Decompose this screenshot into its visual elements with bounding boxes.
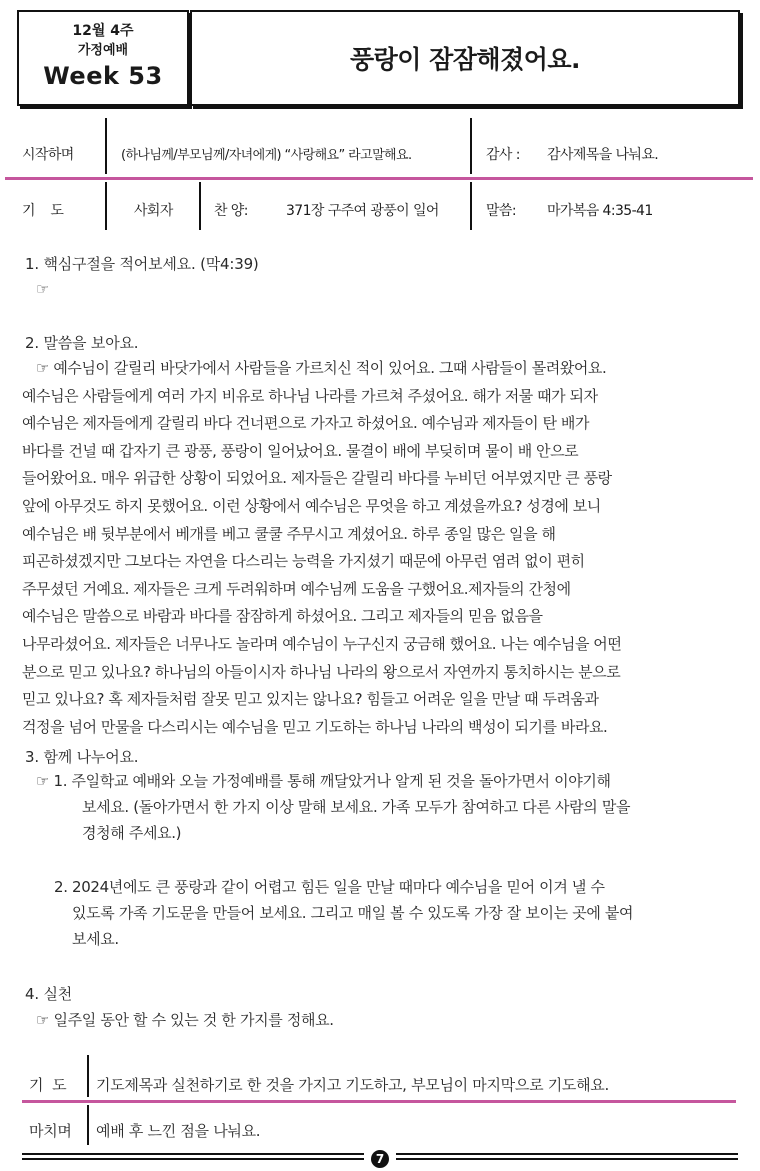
week-badge: [17, 10, 189, 106]
paragraph-line: 주무셨던 거예요. 제자들은 크게 두려워하며 예수님께 도움을 구했어요.제자들의 간청에: [22, 579, 571, 598]
footer-rule-right: [396, 1158, 738, 1160]
paragraph-line: 앞에 아무것도 하지 못했어요. 이런 상황에서 예수님은 무엇을 하고 계셨을까요? 성경에 보니: [22, 497, 601, 515]
page-title: 풍랑이 잠잠해졌어요.: [349, 45, 581, 74]
text-line: 보세요. (돌아가면서 한 가지 이상 말해 보세요. 가족 모두가 참여하고 다른 사람의 말을: [82, 798, 631, 816]
footer-rule-left: [22, 1153, 364, 1155]
paragraph-line: 믿고 있나요? 혹 제자들처럼 잘못 믿고 있지는 않나요? 힘들고 어려운 일을 만날 때 두려움과: [22, 690, 599, 709]
hymn-label: 찬 양:: [214, 203, 248, 219]
paragraph-line: 예수님은 제자들에게 갈릴리 바다 건너편으로 가자고 하셨어요. 예수님과 제자들이 탄 배가: [22, 414, 589, 433]
section-3-title: 3. 함께 나누어요.: [25, 748, 139, 766]
col-divider: [470, 182, 472, 230]
start-label: 시작하며: [22, 147, 74, 163]
paragraph-line: ☞ 예수님이 갈릴리 바닷가에서 사람들을 가르치신 적이 있어요. 그때 사람들이 몰려왔어요.: [36, 359, 607, 377]
closing-table: [0, 1055, 760, 1147]
section-1-title: 1. 핵심구절을 적어보세요. (막4:39): [25, 255, 259, 273]
leader-label: 사회자: [134, 203, 173, 219]
footer-rule-right: [396, 1153, 738, 1155]
col-divider: [87, 1055, 89, 1097]
paragraph-line: 바다를 건널 때 갑자기 큰 광풍, 풍랑이 일어났어요. 물결이 배에 부딪히며 물이 배 안으로: [22, 441, 579, 460]
end-text: 예배 후 느낀 점을 나눠요.: [96, 1122, 261, 1140]
worship-order-table: [0, 118, 760, 232]
worship-type: 가정예배: [77, 43, 129, 58]
paragraph-line: 예수님은 배 뒷부분에서 베개를 베고 쿨쿨 주무시고 계셨어요. 하루 종일 많은 일을 해: [22, 524, 556, 543]
thanks-label: 감사 :: [486, 147, 520, 163]
word-text: 마가복음 4:35-41: [547, 203, 653, 219]
row-divider: [22, 1100, 736, 1103]
paragraph-line: 들어왔어요. 매우 위급한 상황이 되었어요. 제자들은 갈릴리 바다를 누비던 어부였지만 큰 풍랑: [22, 469, 612, 488]
footer-rule-left: [22, 1158, 364, 1160]
paragraph-line: 예수님은 말씀으로 바람과 바다를 잠잠하게 하셨어요. 그리고 제자들의 믿음 없음을: [22, 607, 543, 626]
col-divider: [105, 182, 107, 230]
paragraph-line: 피곤하셨겠지만 그보다는 자연을 다스리는 능력을 가지셨기 때문에 아무런 염려 없이 편히: [22, 552, 585, 571]
pointing-hand-icon: ☞: [36, 280, 50, 298]
thanks-text: 감사제목을 나눠요.: [547, 147, 659, 163]
start-text: (하나님께/부모님께/자녀에게) “사랑해요” 라고말해요.: [121, 148, 412, 163]
week-number: Week 53: [43, 62, 163, 90]
section-4-text: ☞ 일주일 동안 할 수 있는 것 한 가지를 정해요.: [36, 1011, 334, 1029]
word-label: 말씀:: [486, 203, 516, 219]
col-divider: [105, 118, 107, 174]
title-box: [190, 10, 740, 106]
text-line: 경청해 주세요.): [82, 824, 182, 842]
paragraph-line: 예수님은 사람들에게 여러 가지 비유로 하나님 나라를 가르쳐 주셨어요. 해가 저물 때가 되자: [22, 386, 598, 405]
col-divider: [199, 182, 201, 230]
text-line: 보세요.: [72, 930, 119, 948]
section-4-title: 4. 실천: [25, 985, 73, 1003]
col-divider: [87, 1105, 89, 1145]
closing-prayer-text: 기도제목과 실천하기로 한 것을 가지고 기도하고, 부모님이 마지막으로 기도해요.: [96, 1076, 609, 1094]
prayer-label: 기 도: [22, 203, 64, 219]
row-divider: [5, 177, 753, 180]
section-2-title: 2. 말씀을 보아요.: [25, 334, 139, 352]
paragraph-line: 분으로 믿고 있나요? 하나님의 아들이시자 하나님 나라의 왕으로서 자연까지 통치하시는 분으로: [22, 662, 621, 681]
hymn-text: 371장 구주여 광풍이 일어: [286, 203, 439, 219]
text-line: ☞ 1. 주일학교 예배와 오늘 가정예배를 통해 깨달았거나 알게 된 것을 돌아가면서 이야기해: [36, 772, 611, 790]
end-label: 마치며: [29, 1122, 72, 1140]
closing-prayer-label: 기 도: [29, 1076, 67, 1094]
week-date: 12월 4주: [72, 23, 134, 39]
text-line: 있도록 가족 기도문을 만들어 보세요. 그리고 매일 볼 수 있도록 가장 잘 보이는 곳에 붙여: [72, 904, 634, 922]
paragraph-line: 나무라셨어요. 제자들은 너무나도 놀라며 예수님이 누구신지 궁금해 했어요. 나는 예수님을 어떤: [22, 635, 622, 653]
page-number: 7: [371, 1150, 389, 1168]
col-divider: [470, 118, 472, 174]
paragraph-line: 걱정을 넘어 만물을 다스리시는 예수님을 믿고 기도하는 하나님 나라의 백성이 되기를 바라요.: [22, 717, 608, 736]
text-line: 2. 2024년에도 큰 풍랑과 같이 어렵고 힘든 일을 만날 때마다 예수님을 믿어 이겨 낼 수: [54, 878, 605, 896]
